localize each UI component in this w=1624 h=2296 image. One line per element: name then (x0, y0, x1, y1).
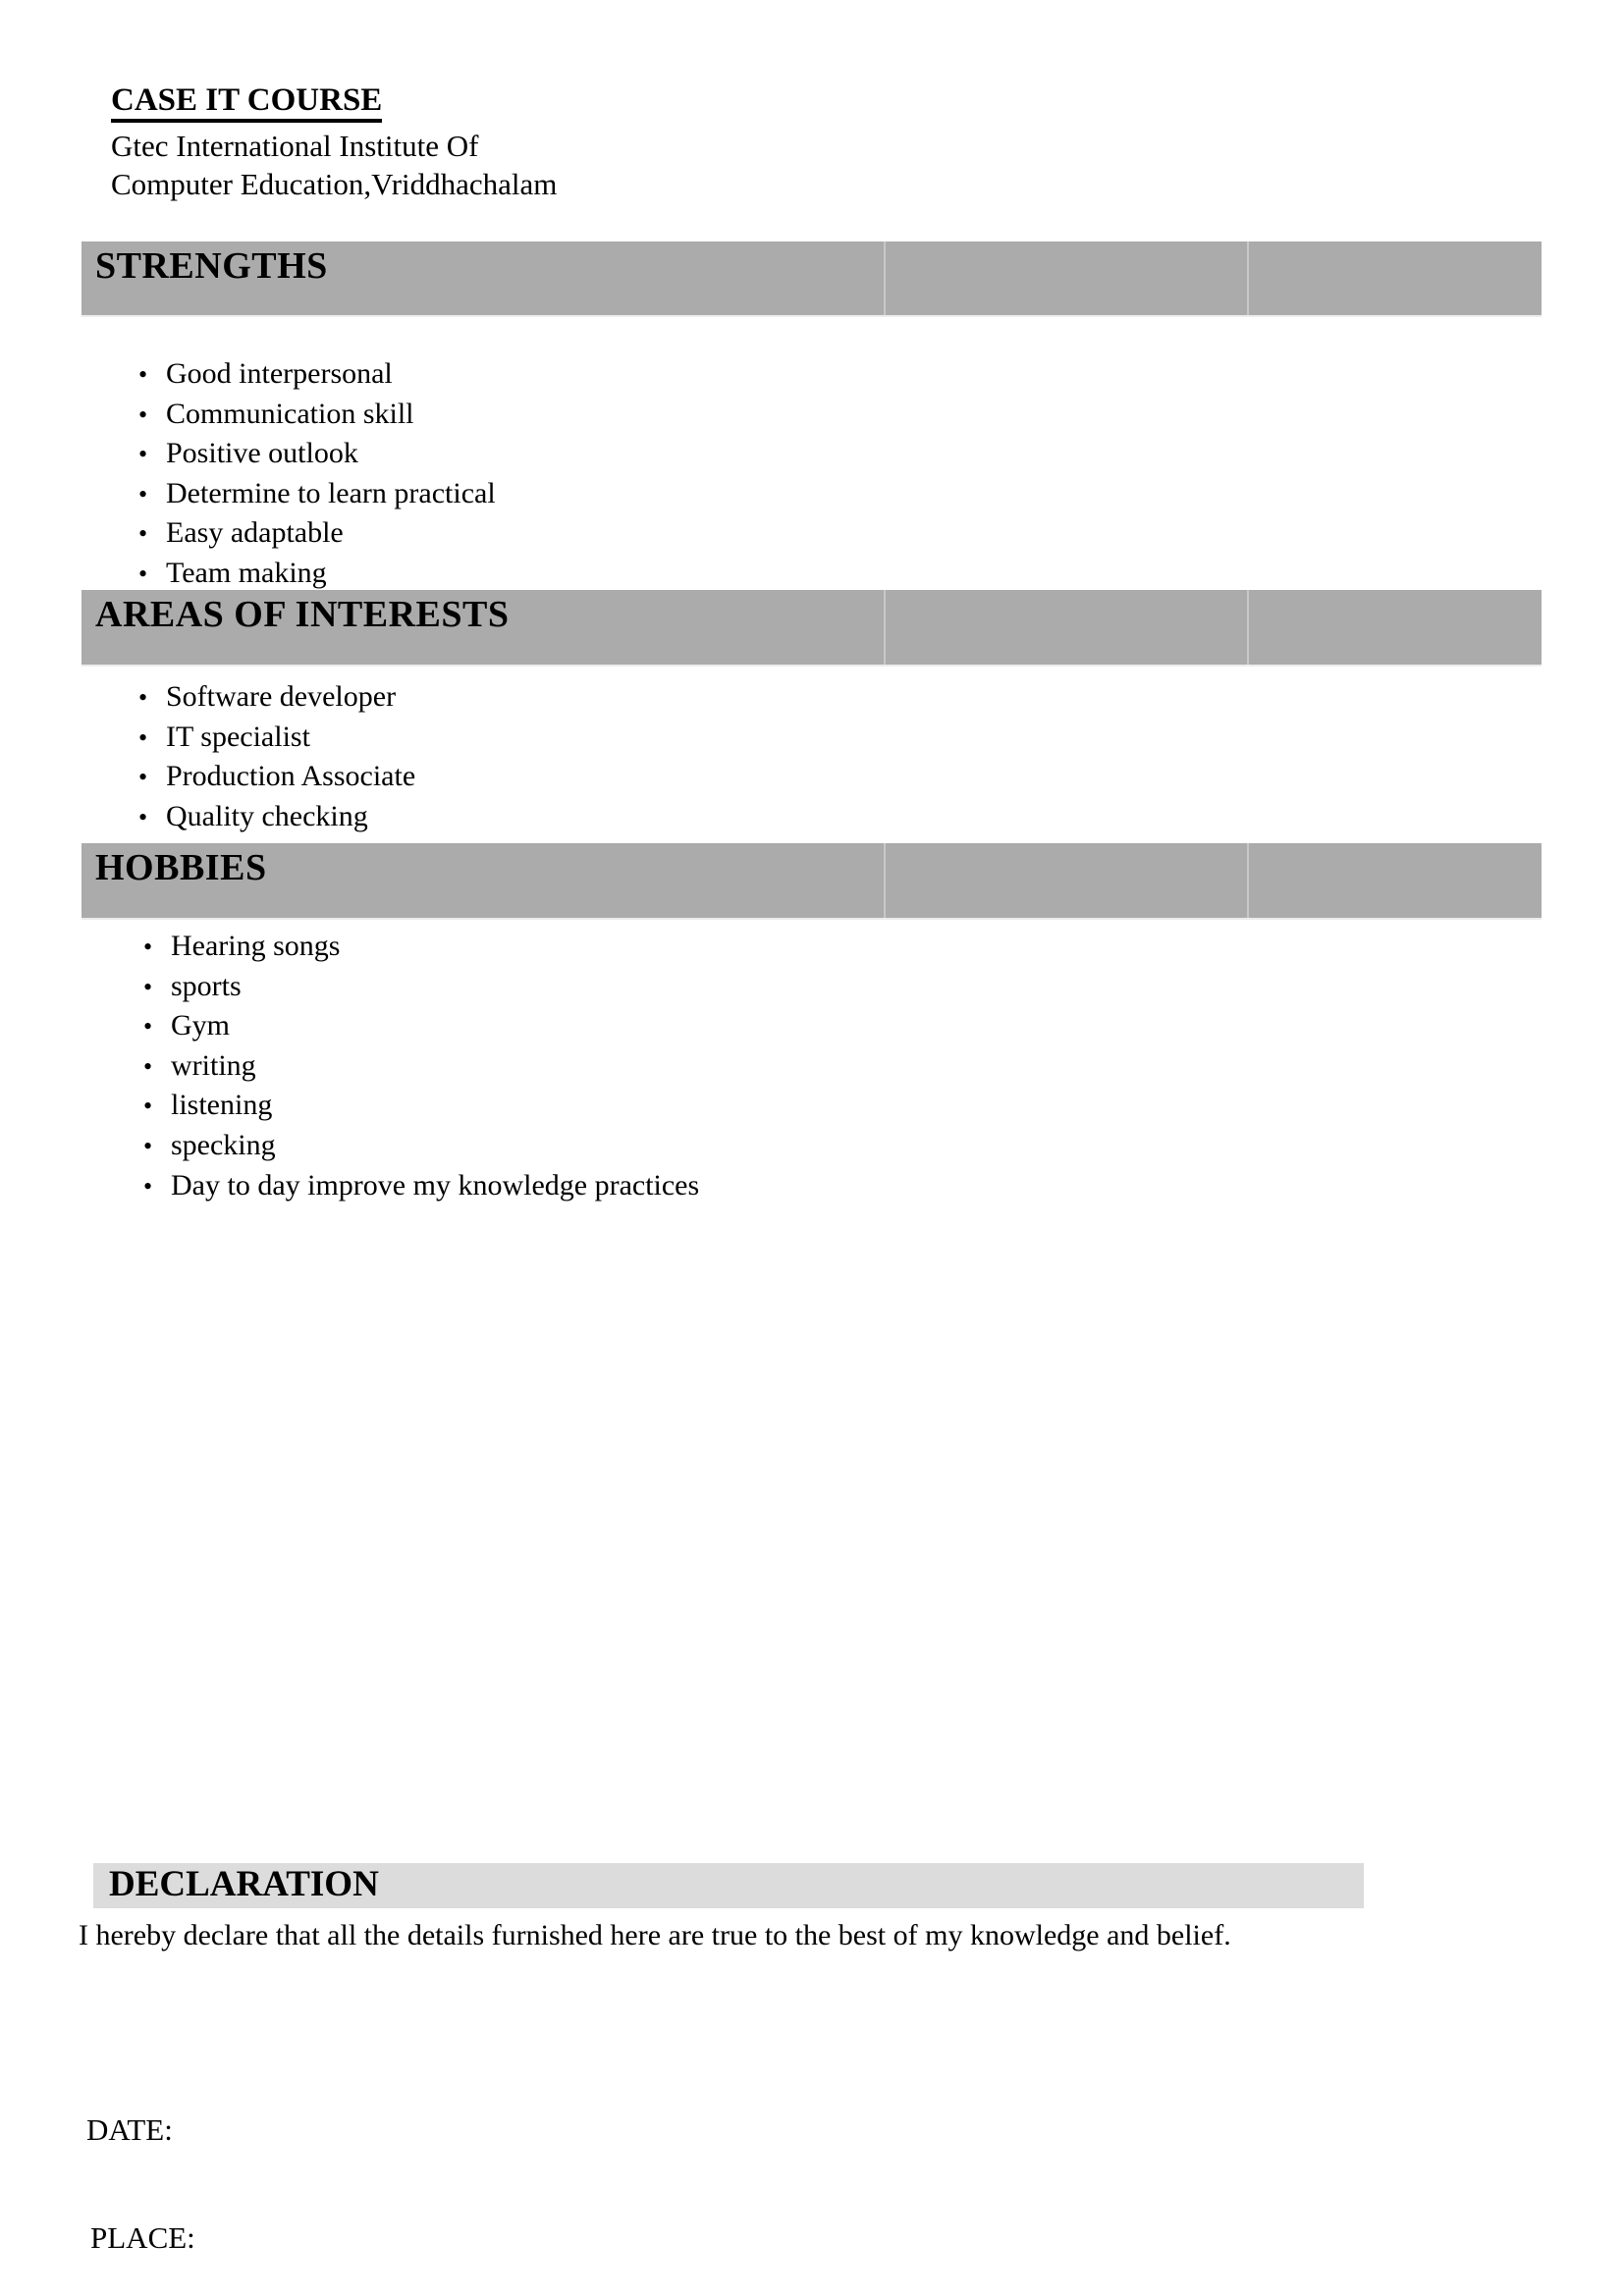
bullet-icon: • (143, 1171, 153, 1201)
list-item-label: Communication skill (166, 397, 414, 430)
list-item (143, 967, 699, 1007)
section-header-strengths (81, 241, 1542, 317)
list-item (138, 554, 496, 594)
list-item (143, 1006, 699, 1046)
list-item (138, 513, 496, 554)
document-header (111, 82, 557, 203)
bullet-icon: • (143, 1012, 153, 1041)
bullet-icon: • (138, 479, 148, 508)
list-item-label: Easy adaptable (166, 516, 344, 550)
strengths-list (138, 354, 496, 594)
bullet-icon: • (143, 1051, 153, 1081)
bullet-icon: • (138, 400, 148, 429)
list-item-label: writing (171, 1048, 256, 1082)
list-item-label: Team making (166, 556, 327, 589)
list-item-label: Gym (171, 1009, 230, 1042)
bullet-icon: • (143, 1092, 153, 1121)
list-item-label: Good interpersonal (166, 357, 393, 390)
section-title: STRENGTHS (95, 245, 328, 287)
list-item (143, 1046, 699, 1087)
list-item (143, 1126, 699, 1166)
list-item (138, 354, 496, 395)
list-item-label: listening (171, 1089, 273, 1122)
declaration-text: I hereby declare that all the details furnished here are true to the best of my knowledge and belief. (79, 1919, 1231, 1951)
bullet-icon: • (138, 763, 148, 792)
list-item (143, 1166, 699, 1206)
list-item-label: Quality checking (166, 799, 368, 832)
list-item (138, 718, 415, 758)
bullet-icon: • (138, 722, 148, 752)
list-item (138, 797, 415, 837)
list-item-label: Hearing songs (171, 930, 341, 962)
course-title: CASE IT COURSE (111, 82, 382, 123)
bullet-icon: • (143, 972, 153, 1001)
section-title: AREAS OF INTERESTS (95, 594, 510, 635)
bullet-icon: • (138, 559, 148, 588)
list-item (138, 677, 415, 718)
section-header-hobbies (81, 843, 1542, 920)
bullet-icon: • (138, 683, 148, 712)
list-item (138, 434, 496, 474)
list-item-label: specking (171, 1128, 276, 1161)
list-item-label: IT specialist (166, 720, 310, 753)
list-item-label: Day to day improve my knowledge practices (171, 1168, 700, 1201)
column-divider (1247, 241, 1249, 315)
column-divider (884, 241, 886, 315)
list-item-label: Software developer (166, 680, 397, 713)
bullet-icon: • (143, 933, 153, 961)
column-divider (1247, 843, 1249, 918)
list-item-label: Positive outlook (166, 437, 358, 470)
list-item (138, 474, 496, 514)
section-title: HOBBIES (95, 847, 267, 888)
institute-name-line1: Gtec International Institute Of (111, 129, 479, 163)
list-item (143, 927, 699, 967)
institute-name (111, 127, 557, 203)
areas-of-interests-list (138, 677, 415, 836)
list-item-label: Production Associate (166, 760, 416, 793)
bullet-icon: • (138, 519, 148, 549)
bullet-icon: • (138, 360, 148, 389)
section-title: DECLARATION (109, 1864, 379, 1904)
section-header-declaration (93, 1863, 1364, 1908)
column-divider (884, 590, 886, 665)
institute-name-line2: Computer Education,Vriddhachalam (111, 167, 558, 201)
list-item (138, 395, 496, 435)
column-divider (1247, 590, 1249, 665)
list-item (143, 1086, 699, 1126)
bullet-icon: • (138, 440, 148, 469)
column-divider (884, 843, 886, 918)
list-item (138, 757, 415, 797)
hobbies-list (143, 927, 699, 1205)
section-header-areas-of-interests (81, 590, 1542, 667)
date-label: DATE: (86, 2112, 173, 2147)
bullet-icon: • (138, 802, 148, 831)
list-item-label: Determine to learn practical (166, 476, 496, 509)
place-label: PLACE: (90, 2220, 195, 2255)
bullet-icon: • (143, 1131, 153, 1160)
list-item-label: sports (171, 969, 242, 1002)
